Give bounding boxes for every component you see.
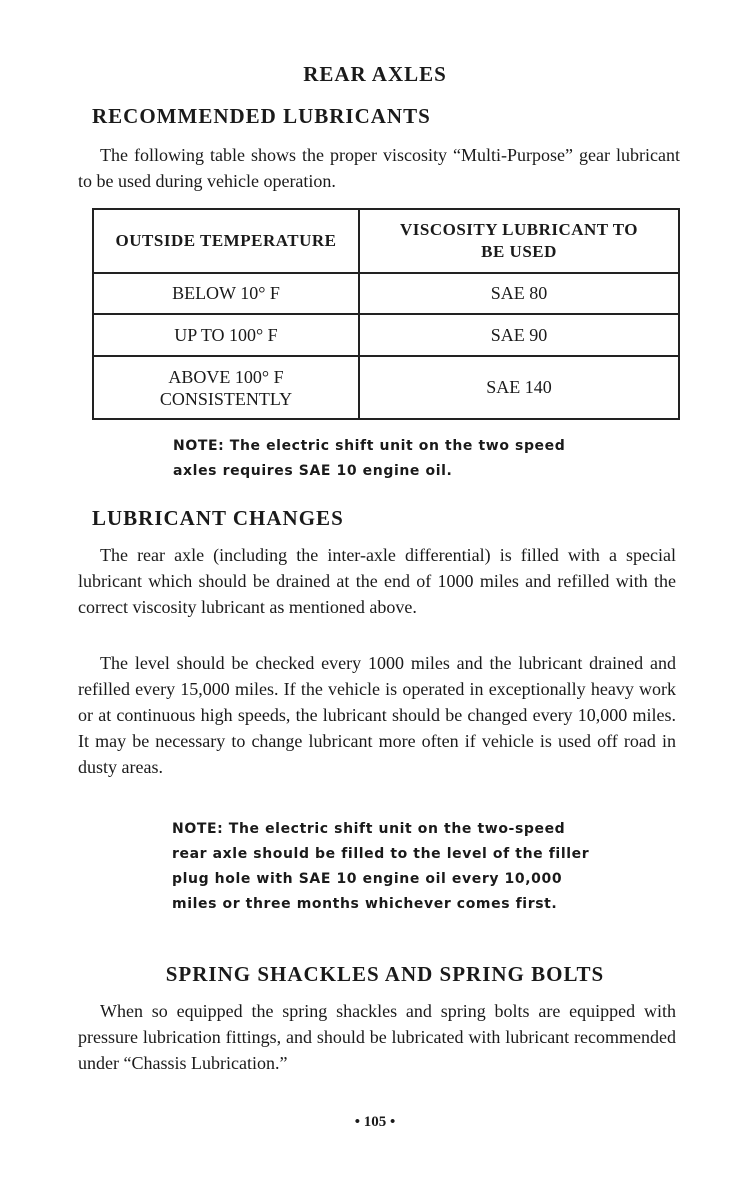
header-viscosity: VISCOSITY LUBRICANT TO BE USED	[359, 209, 679, 273]
temperature-cell: BELOW 10° F	[93, 273, 359, 314]
intro-paragraph: The following table shows the proper viscosity “Multi-Purpose” gear lubricant to be used during vehicle operation.	[78, 145, 680, 191]
section-heading-recommended: RECOMMENDED LUBRICANTS	[92, 104, 431, 128]
note-shift-unit-fill: NOTE: The electric shift unit on the two-speed rear axle should be filled to the level of the filler plug hole with SAE 10 engine oil every 10,000 miles or three months whichever comes first.	[172, 821, 590, 912]
temperature-cell: UP TO 100° F	[93, 314, 359, 356]
note-two-speed-oil: NOTE: The electric shift unit on the two speed axles requires SAE 10 engine oil.	[173, 438, 566, 479]
lubricant-table	[92, 208, 680, 420]
page-number: • 105 •	[354, 1114, 396, 1130]
table-row	[93, 356, 679, 419]
temperature-cell: ABOVE 100° F CONSISTENTLY	[93, 356, 359, 419]
spring-paragraph: When so equipped the spring shackles and spring bolts are equipped with pressure lubrication fittings, and should be lubricated with lubricant recommended under “Chassis Lubrication.”	[78, 1001, 676, 1073]
changes-paragraph-1: The rear axle (including the inter-axle differential) is filled with a special lubricant which should be drained at the end of 1000 miles and refilled with the correct viscosity lubricant as mentioned above.	[78, 545, 676, 617]
section-heading-changes: LUBRICANT CHANGES	[92, 506, 344, 530]
viscosity-cell: SAE 90	[359, 314, 679, 356]
header-temperature: OUTSIDE TEMPERATURE	[93, 209, 359, 273]
viscosity-cell: SAE 140	[359, 356, 679, 419]
section-heading-spring: SPRING SHACKLES AND SPRING BOLTS	[165, 962, 605, 986]
page-title: REAR AXLES	[303, 62, 447, 86]
table-row	[93, 314, 679, 356]
table-row	[93, 273, 679, 314]
table-header-row	[93, 209, 679, 273]
viscosity-cell: SAE 80	[359, 273, 679, 314]
changes-paragraph-2: The level should be checked every 1000 miles and the lubricant drained and refilled every 15,000 miles. If the vehicle is operated in exceptionally heavy work or at continuous high speeds, the lubricant should be changed every 10,000 miles. It may be necessary to change lubricant more often if vehicle is used off road in dusty areas.	[78, 653, 676, 777]
